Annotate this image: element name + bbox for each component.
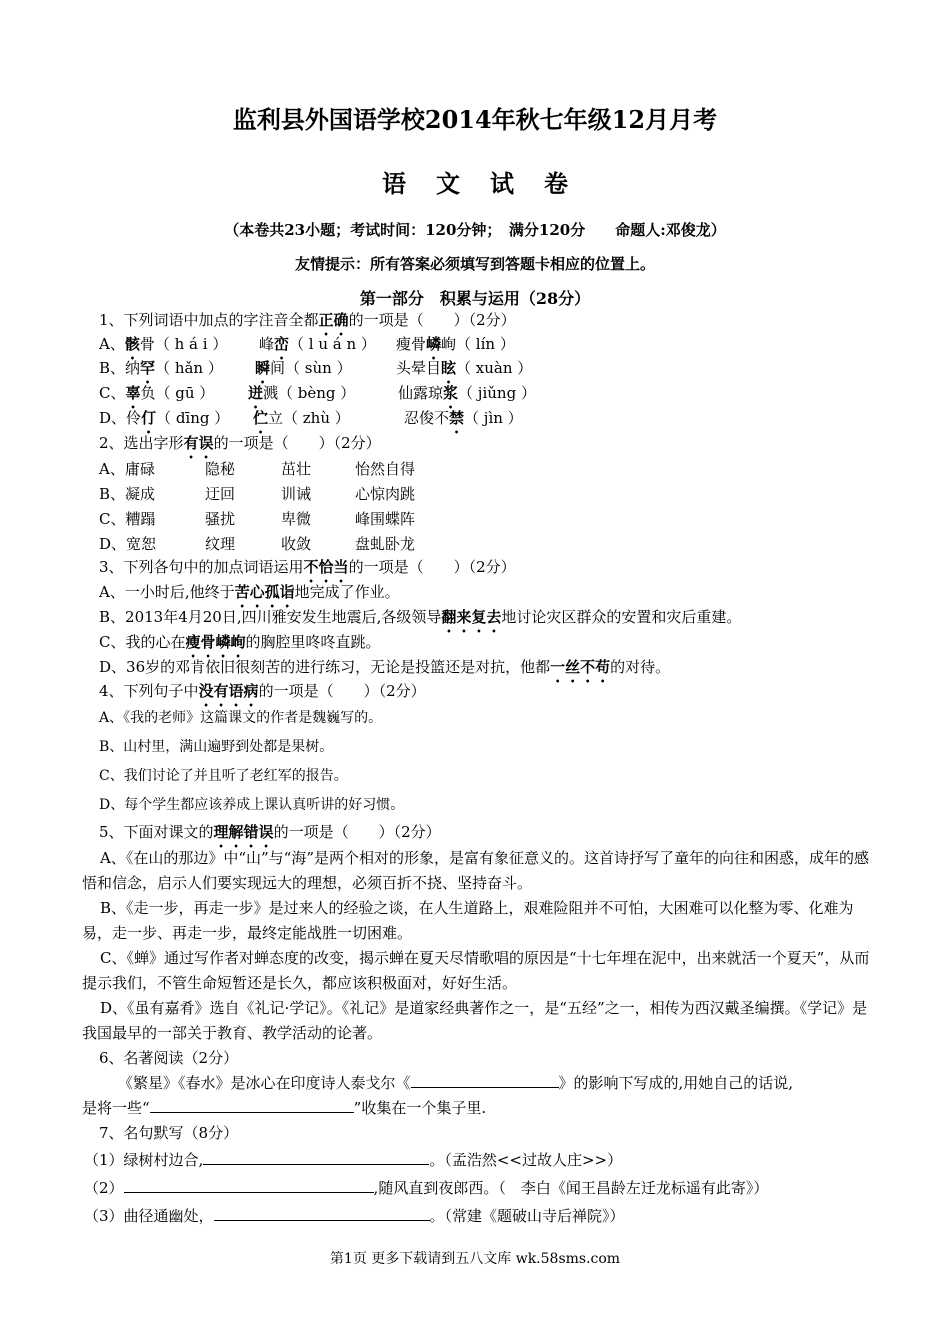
q3-option-c: C、我的心在瘦骨嶙峋的胸腔里咚咚直跳。: [99, 633, 381, 651]
q3-option-a: A、一小时后,他终于苦心孤诣地完成了作业。: [99, 583, 400, 601]
q2-option-a: A、庸碌 隐秘 茁壮 怡然自得: [99, 460, 416, 478]
q4-option-d: D、每个学生都应该养成上课认真听讲的好习惯。: [99, 797, 405, 813]
q2-option-b: B、凝成 迂回 训诫 心惊肉跳: [99, 485, 416, 503]
question-5: 5、下面对课文的理解错误的一项是（ ）（2分）: [99, 823, 441, 841]
q5-option-a: A、《在山的那边》中“山”与“海”是两个相对的形象，是富有象征意义的。这首诗抒写了童年的向往和困惑，成年的感悟和信念，启示人们要实现远大的理想，必须百折不挠、坚持奋斗。: [82, 849, 870, 892]
q1-option-d: D、伶仃（ dīng ） 伫立（ zhù ） 忍俊不禁（ jìn ）: [99, 409, 523, 427]
q2-option-c: C、糟蹋 骚扰 卑微 峰围蝶阵: [99, 510, 416, 528]
q7-line-1: （1）绿树村边合, 。（孟浩然<<过故人庄>>）: [84, 1151, 623, 1169]
part-heading: 第一部分 积累与运用（28分）: [359, 289, 591, 308]
q6-line-2: 是将一些“ ”收集在一个集子里.: [82, 1099, 487, 1117]
q7-blank-1[interactable]: [203, 1150, 429, 1165]
q6-blank-2[interactable]: [150, 1098, 354, 1113]
q1-prefix: 1、下列词语中加点的字注音全都: [99, 311, 319, 329]
q7-blank-3[interactable]: [214, 1206, 430, 1221]
q3-option-b: B、2013年4月20日,四川雅安发生地震后,各级领导翻来复去地讨论灾区群众的安置和灾后重建。: [99, 608, 742, 626]
q4-option-c: C、我们讨论了并且听了老红军的报告。: [99, 768, 348, 784]
question-3: 3、下列各句中的加点词语运用不恰当的一项是（ ）（2分）: [99, 558, 516, 576]
page-footer: 第1页 更多下载请到五八文库 wk.58sms.com: [329, 1251, 621, 1267]
question-4: 4、下列句子中没有语病的一项是（ ）（2分）: [99, 682, 426, 700]
q5-option-d: D、《虽有嘉肴》选自《礼记·学记》。《礼记》是道家经典著作之一，是“五经”之一，相传为西汉戴圣编撰。《学记》是我国最早的一部关于教育、教学活动的论著。: [82, 999, 868, 1042]
q7-line-2: （2） ,随风直到夜郎西。（ 李白《闻王昌龄左迁龙标遥有此寄》）: [84, 1179, 769, 1197]
q5-option-b: B、《走一步，再走一步》是过来人的经验之谈，在人生道路上，艰难险阻并不可怕，大困难可以化整为零、化难为易，走一步、再走一步，最终定能战胜一切困难。: [82, 899, 854, 942]
exam-title: 监利县外国语学校2014年秋七年级12月月考: [232, 105, 718, 134]
q2-option-d: D、宽恕 纹理 收敛 盘虬卧龙: [99, 535, 416, 553]
q7-blank-2[interactable]: [124, 1178, 374, 1193]
q1-option-c: C、辜负（ gū ） 迸溅（ bèng ） 仙露琼浆（ jiǔng ）: [99, 384, 536, 402]
q1-option-a: A、骸骨（ h á i ） 峰峦（ l u á n ） 瘦骨嶙峋（ lín ）: [99, 335, 515, 353]
exam-info: （本卷共23小题；考试时间：120分钟； 满分120分 命题人:邓俊龙）: [224, 221, 726, 239]
question-2: 2、选出字形有误的一项是（ ）（2分）: [99, 434, 381, 452]
q1-keyword: 正确: [318, 311, 349, 329]
q7-line-3: （3）曲径通幽处， 。（常建《题破山寺后禅院》）: [84, 1207, 625, 1225]
q6-line-1: 《繁星》《春水》是冰心在印度诗人泰戈尔《 》的影响下写成的,用她自己的话说,: [118, 1074, 794, 1092]
q1-option-b: B、纳罕（ hǎn ） 瞬间（ sùn ） 头晕目眩（ xuàn ）: [99, 359, 533, 377]
question-6: 6、名著阅读（2分）: [99, 1049, 239, 1067]
q1-suffix: 的一项是（ ）（2分）: [348, 311, 516, 329]
exam-tip: 友情提示：所有答案必须填写到答题卡相应的位置上。: [294, 255, 655, 273]
q4-option-b: B、山村里，满山遍野到处都是果树。: [99, 739, 334, 755]
q5-option-c: C、《蝉》通过写作者对蝉态度的改变，揭示蝉在夏天尽情歌唱的原因是“十七年埋在泥中，出来就活一个夏天”，从而提示我们，不管生命短暂还是长久，都应该积极面对，好好生活。: [82, 949, 870, 992]
question-7: 7、名句默写（8分）: [99, 1124, 239, 1142]
q6-blank-1[interactable]: [411, 1073, 559, 1088]
exam-subtitle: 语文试卷: [382, 169, 598, 198]
q3-option-d: D、36岁的邓肯依旧很刻苦的进行练习，无论是投篮还是对抗，他都一丝不苟的对待。: [99, 658, 671, 676]
q4-option-a: A、《我的老师》这篇课文的作者是魏巍写的。: [99, 710, 383, 726]
